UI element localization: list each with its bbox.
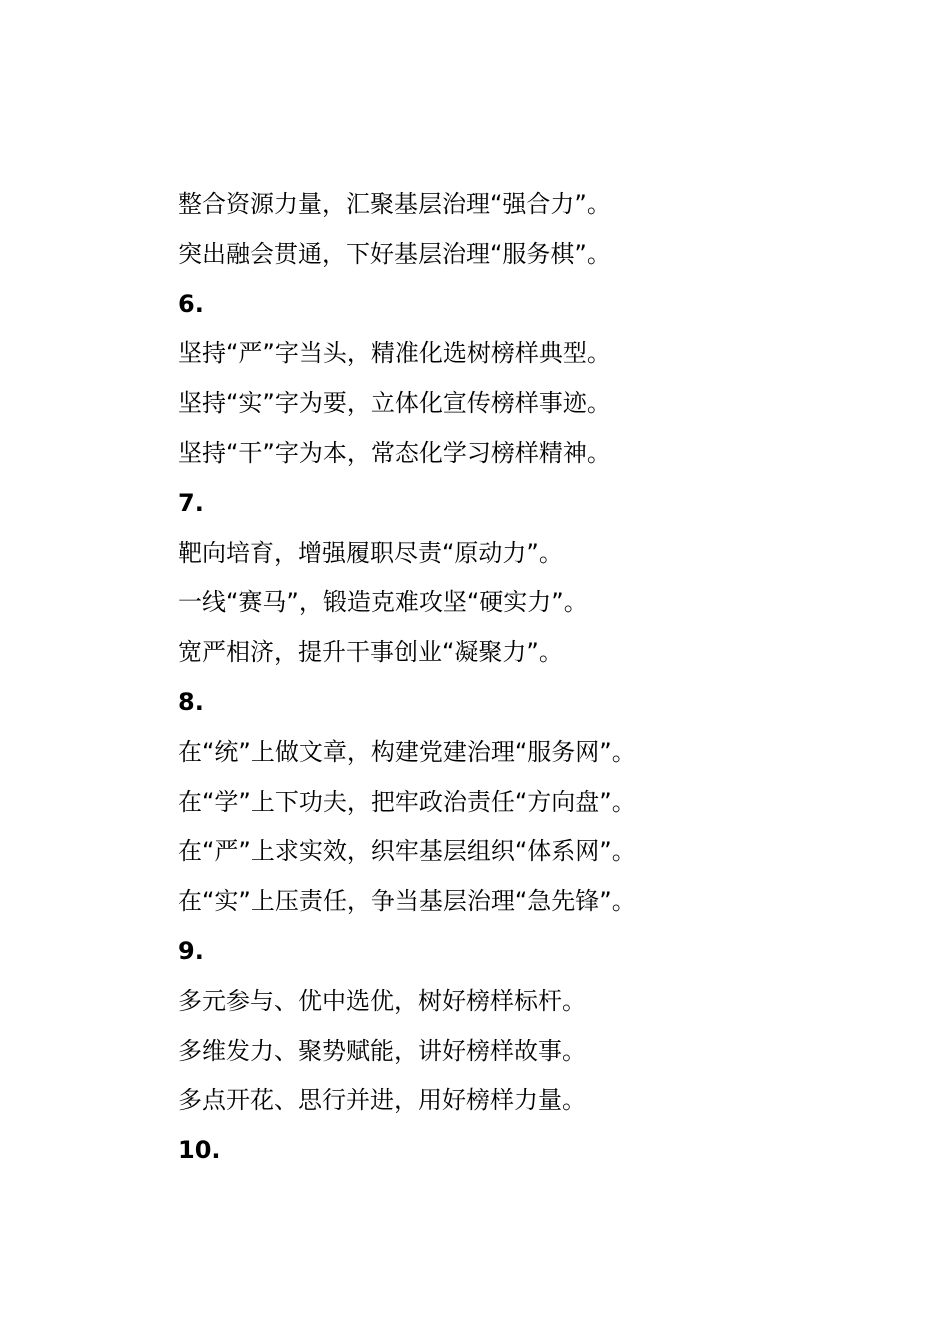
body-line: 靶向培育，增强履职尽责“原动力”。 <box>178 538 563 567</box>
body-line: 多点开花、思行并进，用好榜样力量。 <box>178 1086 586 1115</box>
section-number-heading: 9. <box>178 936 204 965</box>
section-number-heading: 6. <box>178 289 204 318</box>
section-number-heading: 10. <box>178 1136 221 1165</box>
body-line: 坚持“干”字为本，常态化学习榜样精神。 <box>178 438 611 467</box>
document-page <box>178 180 878 1176</box>
body-line: 坚持“严”字当头，精准化选树榜样典型。 <box>178 339 611 368</box>
section-number-heading: 7. <box>178 488 204 517</box>
body-line: 多元参与、优中选优，树好榜样标杆。 <box>178 986 586 1015</box>
body-line: 一线“赛马”，锻造克难攻坚“硬实力”。 <box>178 588 588 617</box>
section-number-heading: 8. <box>178 687 204 716</box>
body-line: 在“严”上求实效，织牢基层组织“体系网”。 <box>178 837 636 866</box>
body-line: 在“统”上做文章，构建党建治理“服务网”。 <box>178 737 636 766</box>
body-line: 在“学”上下功夫，把牢政治责任“方向盘”。 <box>178 787 636 816</box>
body-line: 坚持“实”字为要，立体化宣传榜样事迹。 <box>178 389 611 418</box>
body-line: 突出融会贯通，下好基层治理“服务棋”。 <box>178 239 611 268</box>
body-line: 在“实”上压责任，争当基层治理“急先锋”。 <box>178 887 636 916</box>
body-line: 多维发力、聚势赋能，讲好榜样故事。 <box>178 1036 586 1065</box>
body-line: 宽严相济，提升干事创业“凝聚力”。 <box>178 638 563 667</box>
body-line: 整合资源力量，汇聚基层治理“强合力”。 <box>178 190 611 218</box>
